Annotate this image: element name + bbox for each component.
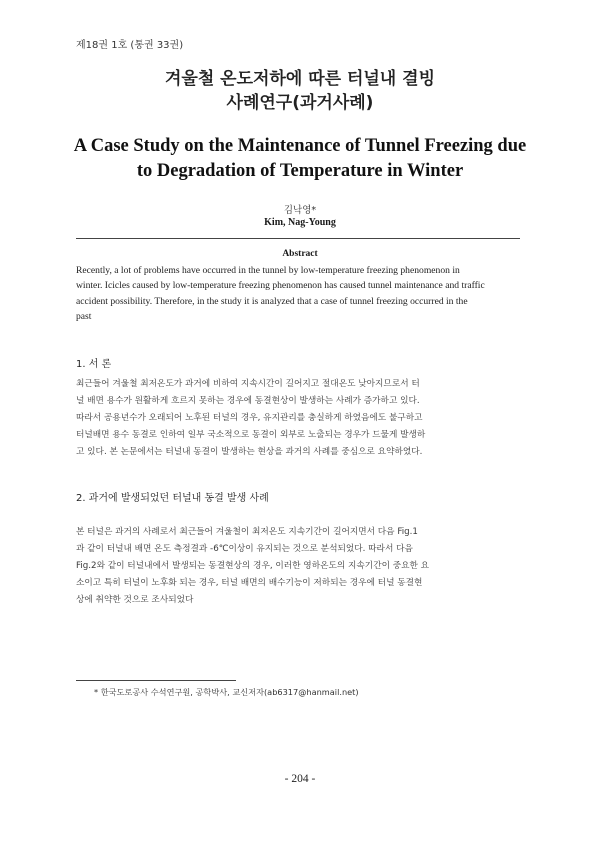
body-line: 고 있다. 본 논문에서는 터널내 동결이 발생하는 현상을 과거의 사례를 중심으로 요약하였다. [76, 447, 423, 457]
abstract-line: Recently, a lot of problems have occurred in the tunnel by low-temperature freezing phenomenon in [76, 265, 460, 276]
footnote-divider [76, 680, 236, 681]
body-line: 최근들어 겨울철 최저온도가 과거에 비하여 지속시간이 길어지고 절대온도 낮아지므로서 터 [76, 379, 420, 389]
english-title-line-1: A Case Study on the Maintenance of Tunnel Freezing due [73, 136, 527, 156]
body-line: 따라서 공용년수가 오래되어 노후된 터널의 경우, 유지관리를 충실하게 하였음에도 불구하고 [76, 413, 423, 423]
body-line: Fig.2와 같이 터널내에서 발생되는 동결현상의 경우, 이러한 영하온도의 지속기간이 중요한 요 [76, 561, 430, 571]
abstract-heading: Abstract [282, 249, 318, 259]
author-footnote: * 한국도로공사 수석연구원, 공학박사, 교신저자(ab6317@hanmail.net) [94, 687, 359, 697]
body-line: 널 배면 용수가 원활하게 흐르지 못하는 경우에 동결현상이 발생하는 사례가 증가하고 있다. [76, 396, 420, 406]
abstract-text [76, 263, 521, 325]
body-line: 소이고 특히 터널이 노후화 되는 경우, 터널 배면의 배수기능이 저하되는 경우에 터널 동결현 [76, 578, 423, 588]
korean-title-line-2: 사례연구(과거사례) [226, 93, 374, 113]
author-name-korean: 김낙영* [283, 205, 317, 216]
abstract-divider [76, 238, 520, 239]
body-line: 본 터널은 과거의 사례로서 최근들어 겨울철이 최저온도 지속기간이 길어지면서 다음 Fig.1 [76, 527, 418, 537]
abstract-line: past [76, 311, 92, 323]
abstract-line: winter. Icicles caused by low-temperature freezing phenomenon has caused tunnel maintenance and traffic [76, 280, 485, 292]
section-heading-introduction: 1. 서 론 [76, 359, 112, 370]
body-line: 터널배면 용수 동결로 인하여 일부 국소적으로 동결이 외부로 노출되는 경우가 드물게 발생하 [76, 430, 426, 440]
body-line: 과 같이 터널내 배면 온도 측정결과 -6℃이상이 유지되는 것으로 분석되었다. 따라서 다음 [76, 544, 413, 554]
english-title-line-2: to Degradation of Temperature in Winter [136, 161, 464, 181]
section-body-introduction [76, 376, 524, 461]
section-heading-past-cases: 2. 과거에 발생되었던 터널내 동결 발생 사례 [76, 493, 269, 504]
section-body-past-cases [76, 524, 524, 609]
body-line: 상에 취약한 것으로 조사되었다 [76, 595, 194, 605]
author-name-english: Kim, Nag-Young [264, 217, 336, 228]
abstract-line: accident possibility. Therefore, in the study it is analyzed that a case of tunnel freezing occurred in the [76, 295, 468, 307]
korean-title-line-1: 겨울철 온도저하에 따른 터널내 결빙 [164, 69, 435, 89]
page-number: - 204 - [284, 773, 316, 785]
journal-issue-note: 제18권 1호 (통권 33권) [76, 40, 184, 51]
